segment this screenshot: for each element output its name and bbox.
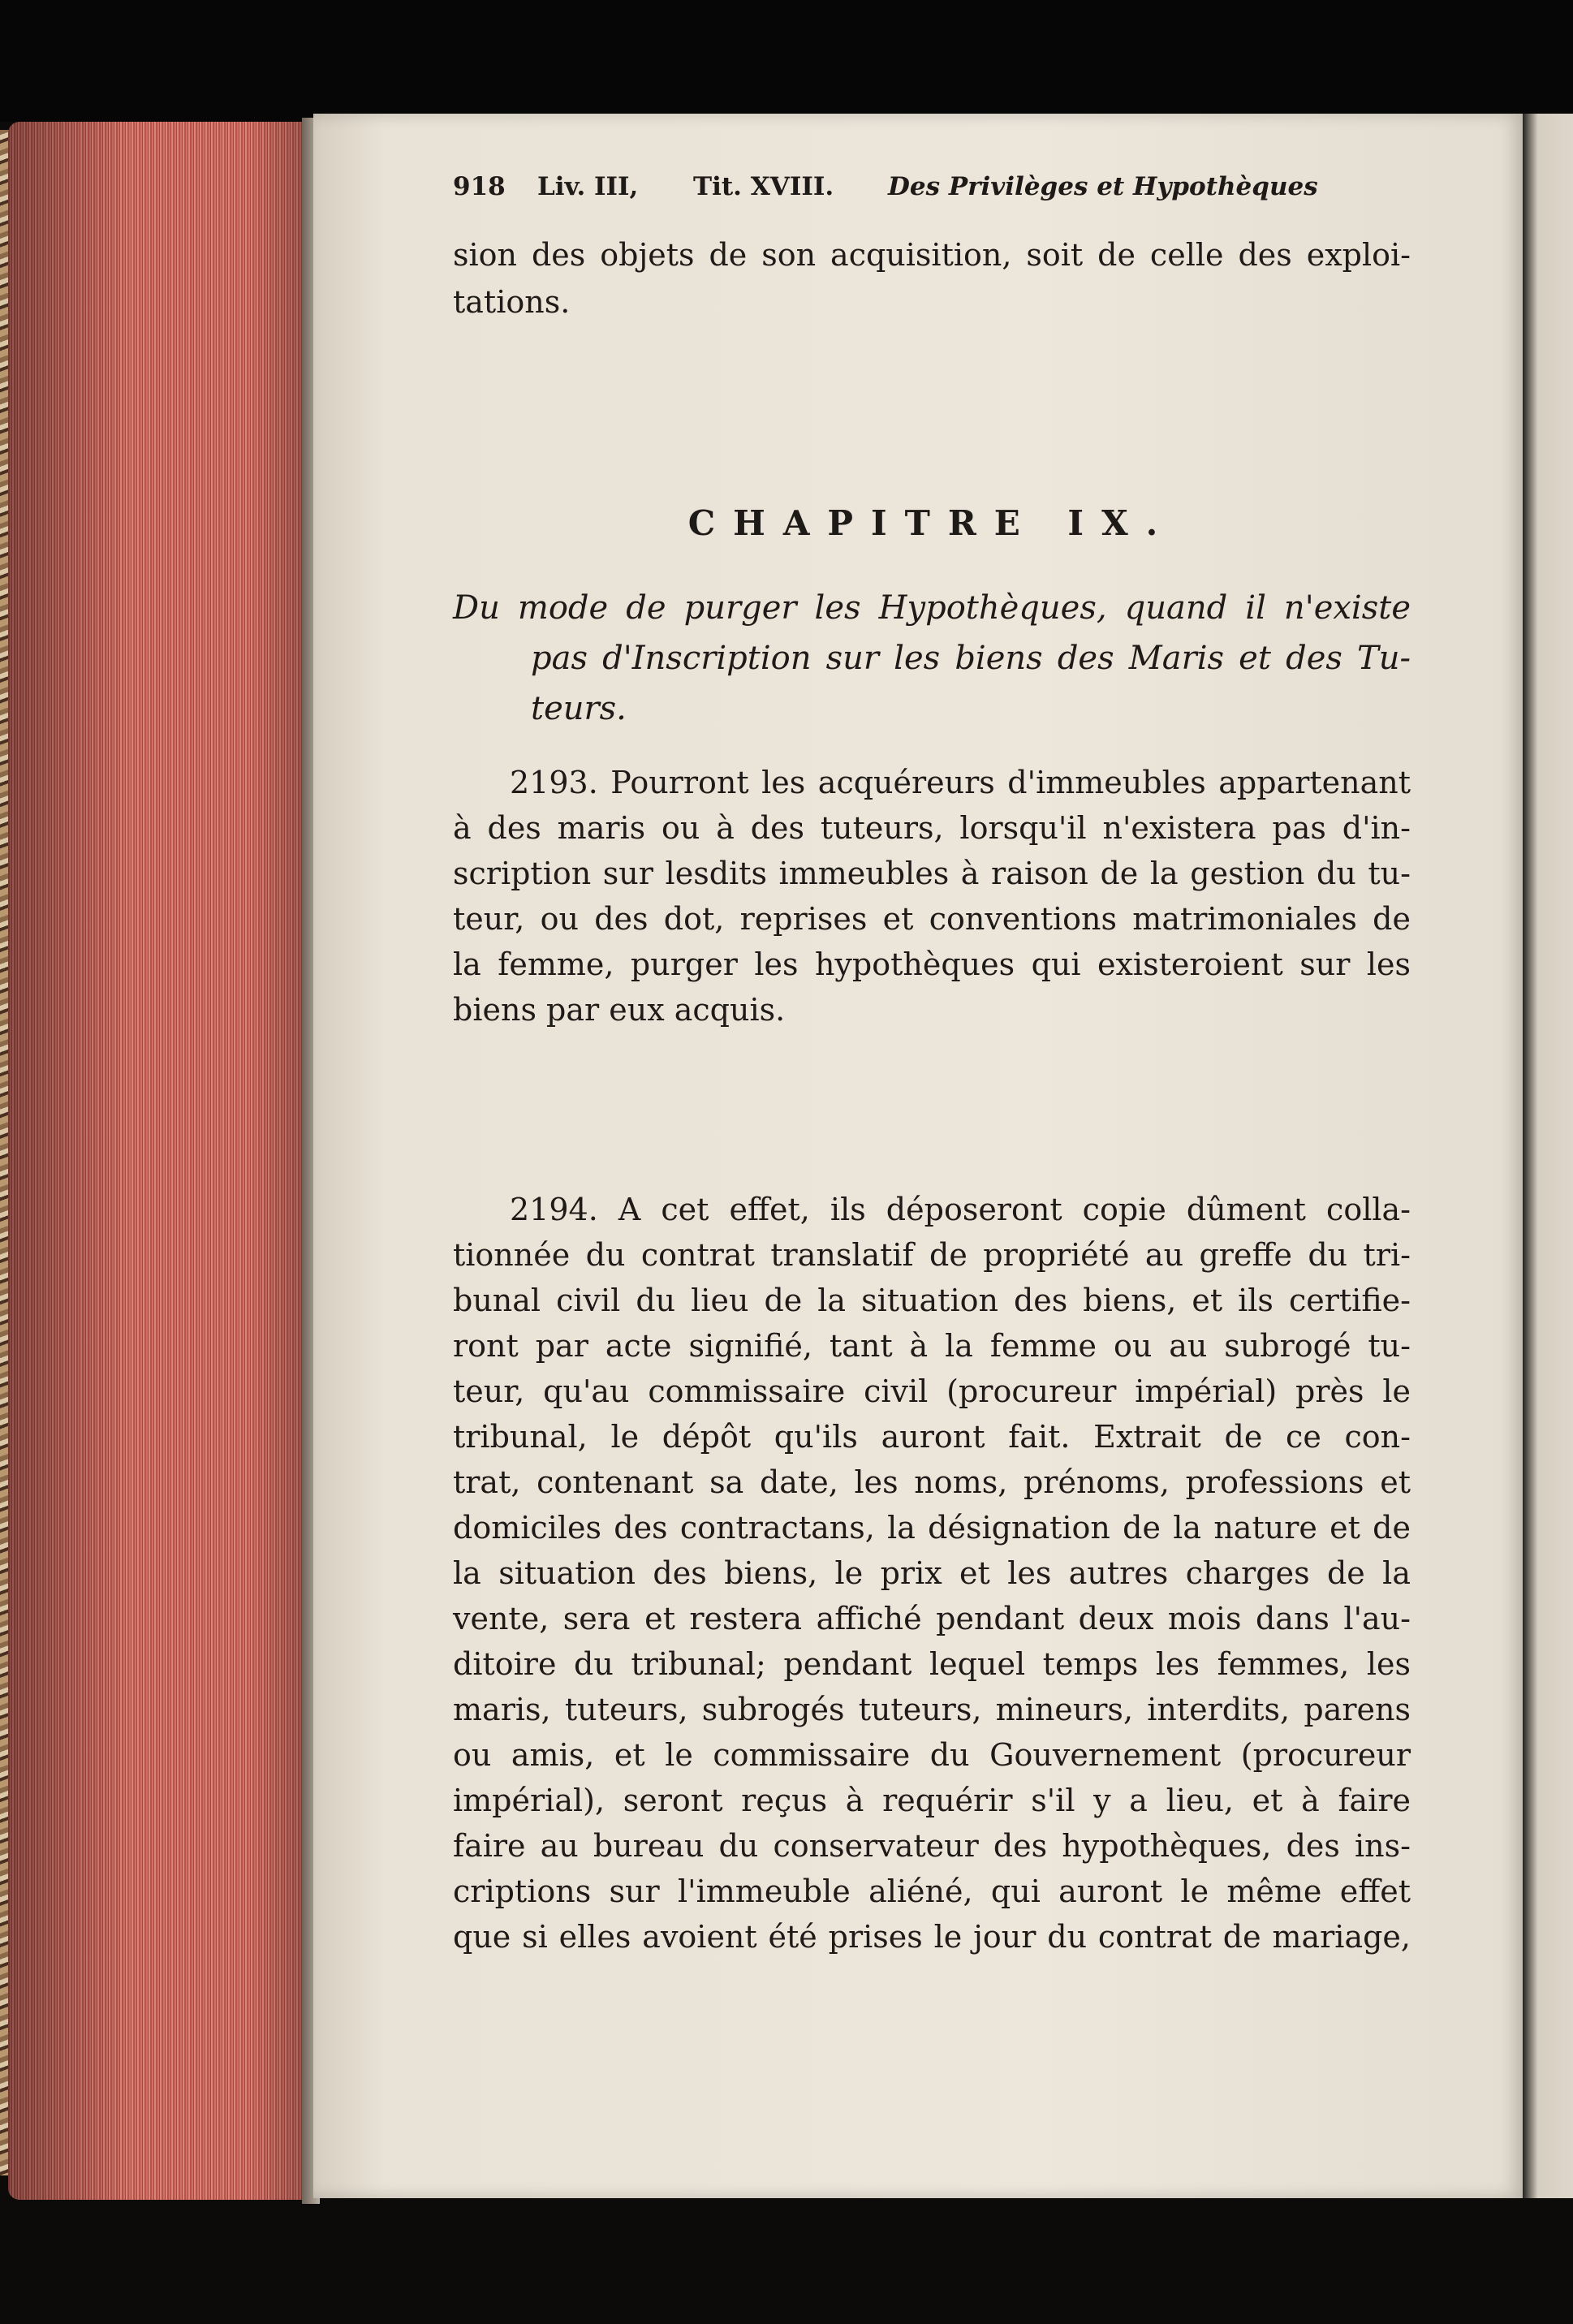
article-2194-line-1 — [510, 1192, 1411, 1227]
chapter-heading: CHAPITRE IX. — [687, 503, 1176, 543]
article-2194-text-5: teur, qu'au commissaire civil (procureur impérial) près le — [453, 1373, 1411, 1409]
article-2194-text-14: impérial), seront reçus à requérir s'il y a lieu, et à faire — [453, 1783, 1411, 1818]
page-number: 918 — [453, 172, 506, 201]
article-2193-text-3: scription sur lesdits immeubles à raison de la gestion du tu- — [453, 856, 1411, 891]
running-head — [453, 162, 1411, 219]
facing-page-edge — [1523, 114, 1573, 2198]
article-2194-line-2 — [453, 1237, 1411, 1273]
article-2194-line-8 — [453, 1510, 1411, 1546]
article-2194-text-15: faire au bureau du conservateur des hypothèques, des ins- — [453, 1828, 1411, 1864]
chapter-title-line-2 — [531, 640, 1411, 677]
article-2193-line-5 — [453, 946, 1411, 982]
article-2193-text-4: teur, ou des dot, reprises et conventions matrimoniales de — [453, 901, 1411, 937]
article-2194-text-1: 2194. A cet effet, ils déposeront copie dûment colla- — [510, 1192, 1411, 1227]
chapter-title-text-2: pas d'Inscription sur les biens des Maris et des Tu- — [531, 640, 1411, 677]
running-head-title-number: Tit. XVIII. — [693, 172, 834, 201]
article-2194-line-9 — [453, 1555, 1411, 1591]
article-2194-line-6 — [453, 1419, 1411, 1455]
article-2193-text-2: à des maris ou à des tuteurs, lorsqu'il n'existera pas d'in- — [453, 810, 1411, 846]
article-2193-line-4 — [453, 901, 1411, 937]
article-2194-text-4: ront par acte signifié, tant à la femme ou au subrogé tu- — [453, 1328, 1411, 1364]
article-2194-line-14 — [453, 1783, 1411, 1818]
article-2194-line-3 — [453, 1283, 1411, 1318]
running-head-title: Des Privilèges et Hypothèques — [888, 172, 1318, 201]
article-2194-line-5 — [453, 1373, 1411, 1409]
dark-background-top — [0, 0, 1573, 122]
article-2194-line-17 — [453, 1919, 1411, 1955]
article-2194-line-12 — [453, 1692, 1411, 1727]
article-2194-text-16: criptions sur l'immeuble aliéné, qui auront le même effet — [453, 1873, 1411, 1909]
article-2194-line-13 — [453, 1737, 1411, 1773]
article-2193-line-3 — [453, 856, 1411, 891]
chapter-title-line-3: teurs. — [531, 690, 627, 727]
article-2193-text-5: la femme, purger les hypothèques qui existeroient sur les — [453, 946, 1411, 982]
article-2194-text-13: ou amis, et le commissaire du Gouvernement (procureur — [453, 1737, 1411, 1773]
article-2194-text-3: bunal civil du lieu de la situation des biens, et ils certifie- — [453, 1283, 1411, 1318]
article-2194-line-7 — [453, 1464, 1411, 1500]
article-2194-text-17: que si elles avoient été prises le jour du contrat de mariage, — [453, 1919, 1411, 1955]
article-2193-line-6: biens par eux acquis. — [453, 992, 786, 1028]
article-2194-line-16 — [453, 1873, 1411, 1909]
continuation-line-2: tations. — [453, 284, 571, 320]
article-2193-line-2 — [453, 810, 1411, 846]
article-2193-text-1: 2193. Pourront les acquéreurs d'immeubles appartenant — [510, 765, 1411, 800]
article-2194-text-9: la situation des biens, le prix et les autres charges de la — [453, 1555, 1411, 1591]
article-2194-text-2: tionnée du contrat translatif de propriété au greffe du tri- — [453, 1237, 1411, 1273]
article-2194-line-11 — [453, 1646, 1411, 1682]
book-page — [313, 114, 1523, 2198]
continuation-line-1 — [453, 237, 1411, 273]
article-2194-text-10: vente, sera et restera affiché pendant deux mois dans l'au- — [453, 1601, 1411, 1636]
article-2193-line-1 — [510, 765, 1411, 800]
chapter-title-text-1: Du mode de purger les Hypothèques, quand il n'existe — [453, 589, 1411, 627]
article-2194-text-6: tribunal, le dépôt qu'ils auront fait. Extrait de ce con- — [453, 1419, 1411, 1455]
chapter-title-line-1 — [453, 589, 1411, 627]
article-2194-line-15 — [453, 1828, 1411, 1864]
running-head-book: Liv. III, — [537, 172, 639, 201]
article-2194-text-8: domiciles des contractans, la désignation de la nature et de — [453, 1510, 1411, 1546]
article-2194-text-11: ditoire du tribunal; pendant lequel temps les femmes, les — [453, 1646, 1411, 1682]
article-2194-line-10 — [453, 1601, 1411, 1636]
article-2194-text-7: trat, contenant sa date, les noms, prénoms, professions et — [453, 1464, 1411, 1500]
red-page-edges — [8, 122, 310, 2200]
article-2194-line-4 — [453, 1328, 1411, 1364]
continuation-text-1: sion des objets de son acquisition, soit de celle des exploi- — [453, 237, 1411, 273]
article-2194-text-12: maris, tuteurs, subrogés tuteurs, mineurs, interdits, parens — [453, 1692, 1411, 1727]
